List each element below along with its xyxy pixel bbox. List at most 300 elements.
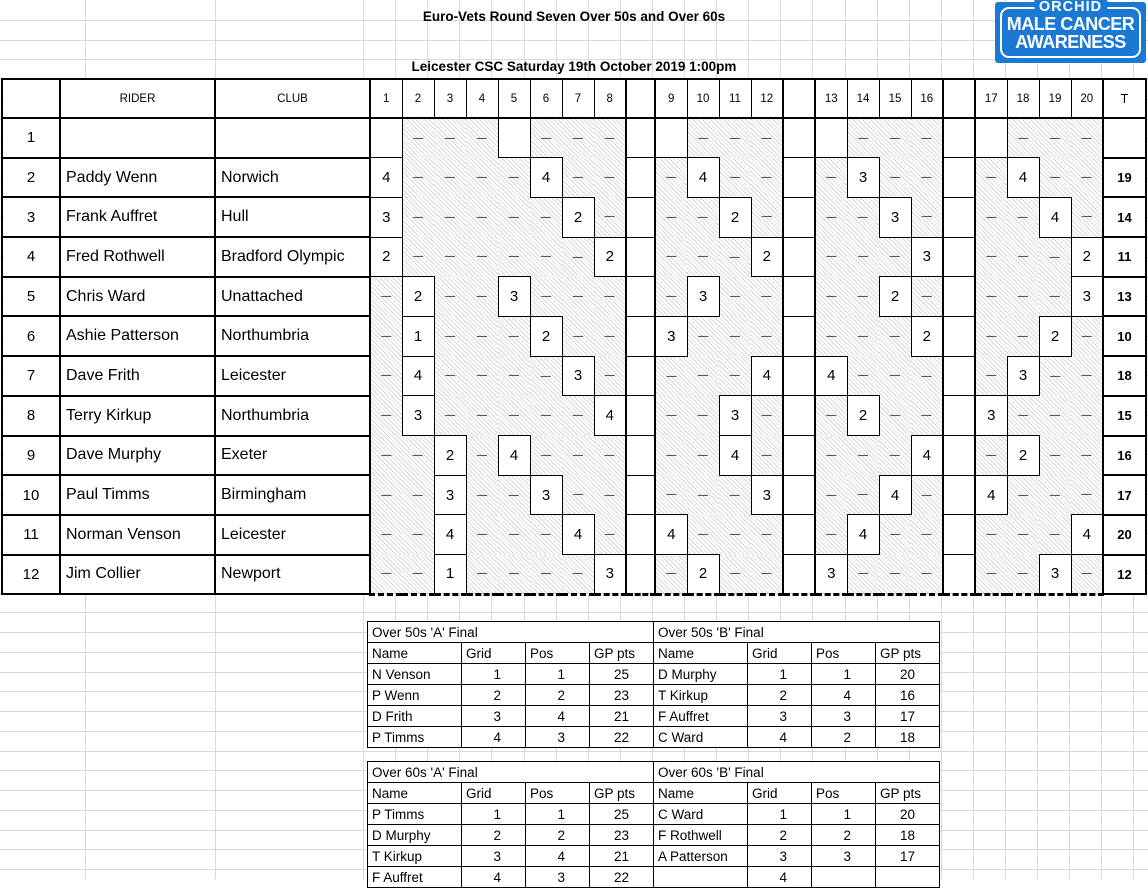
no-ride-cell: — xyxy=(1039,277,1071,317)
no-ride-cell: — xyxy=(466,515,498,555)
total-points-cell: 12 xyxy=(1103,555,1146,595)
no-ride-cell: — xyxy=(975,277,1007,317)
heat-score-cell: 4 xyxy=(847,515,879,555)
club-cell: Unattached xyxy=(215,277,370,317)
final-value-cell: 1 xyxy=(748,804,812,825)
final-header-cell: GP pts xyxy=(876,783,940,804)
heat-score-cell: 3 xyxy=(815,555,847,595)
final-title-cell: Over 60s 'A' Final xyxy=(368,762,654,783)
no-ride-cell: — xyxy=(370,396,402,436)
no-ride-cell: — xyxy=(498,316,530,356)
no-ride-cell: — xyxy=(498,197,530,237)
no-ride-cell: — xyxy=(655,237,687,277)
final-value-cell: 3 xyxy=(748,706,812,727)
rider-column-header: RIDER xyxy=(60,79,215,118)
heat-score-cell: 4 xyxy=(975,475,1007,515)
no-ride-cell: — xyxy=(1007,515,1039,555)
no-ride-cell: — xyxy=(655,396,687,436)
heat-score-cell: 3 xyxy=(975,396,1007,436)
final-title-cell: Over 50s 'A' Final xyxy=(368,622,654,643)
separator-cell xyxy=(943,277,975,317)
rider-row xyxy=(2,555,1146,595)
row-number-cell: 12 xyxy=(2,555,60,595)
row-number-cell: 9 xyxy=(2,436,60,476)
no-ride-cell: — xyxy=(687,197,719,237)
heat-score-cell: 4 xyxy=(402,356,434,396)
final-name-cell: D Murphy xyxy=(654,664,748,685)
final-header-cell: Name xyxy=(654,783,748,804)
no-ride-cell: — xyxy=(687,515,719,555)
no-ride-cell: — xyxy=(1071,118,1103,158)
separator-cell xyxy=(783,515,815,555)
no-ride-cell: — xyxy=(1071,475,1103,515)
final-value-cell: 3 xyxy=(462,706,526,727)
club-cell: Northumbria xyxy=(215,396,370,436)
no-ride-cell: — xyxy=(687,396,719,436)
no-ride-cell: — xyxy=(530,356,562,396)
final-value-cell: 2 xyxy=(748,685,812,706)
heat-header-cell: 15 xyxy=(879,79,911,118)
no-ride-cell: — xyxy=(975,197,1007,237)
no-ride-cell: — xyxy=(879,515,911,555)
separator-cell xyxy=(783,396,815,436)
rider-row xyxy=(2,436,1146,476)
final-value-cell: 17 xyxy=(876,846,940,867)
separator-cell xyxy=(626,515,655,555)
no-ride-cell: — xyxy=(402,436,434,476)
no-ride-cell: — xyxy=(847,197,879,237)
heat-score-cell: 4 xyxy=(719,436,751,476)
separator-cell xyxy=(626,316,655,356)
rider-name-cell: Terry Kirkup xyxy=(60,396,215,436)
no-ride-cell: — xyxy=(562,316,594,356)
corner-header-cell xyxy=(2,79,60,118)
no-ride-cell: — xyxy=(594,515,626,555)
heat-score-cell: 2 xyxy=(434,436,466,476)
no-ride-cell: — xyxy=(562,396,594,436)
no-ride-cell: — xyxy=(687,316,719,356)
heat-score-cell xyxy=(815,118,847,158)
no-ride-cell: — xyxy=(1039,515,1071,555)
no-ride-cell: — xyxy=(434,237,466,277)
club-column-header: CLUB xyxy=(215,79,370,118)
heat-score-cell: 3 xyxy=(434,475,466,515)
no-ride-cell: — xyxy=(498,356,530,396)
heat-score-cell: 3 xyxy=(751,475,783,515)
no-ride-cell: — xyxy=(1039,118,1071,158)
no-ride-cell: — xyxy=(434,277,466,317)
no-ride-cell: — xyxy=(751,396,783,436)
no-ride-cell: — xyxy=(751,277,783,317)
no-ride-cell: — xyxy=(466,356,498,396)
rider-row xyxy=(2,197,1146,237)
no-ride-cell: — xyxy=(751,316,783,356)
heat-header-cell: 3 xyxy=(434,79,466,118)
no-ride-cell: — xyxy=(815,277,847,317)
separator-cell xyxy=(783,475,815,515)
final-value-cell: 3 xyxy=(748,846,812,867)
separator-cell xyxy=(943,515,975,555)
no-ride-cell: — xyxy=(751,158,783,198)
no-ride-cell: — xyxy=(594,356,626,396)
heat-score-cell: 2 xyxy=(687,555,719,595)
event-title: Euro-Vets Round Seven Over 50s and Over 60s xyxy=(422,9,726,24)
final-value-cell: 20 xyxy=(876,804,940,825)
no-ride-cell: — xyxy=(370,515,402,555)
heat-header-cell: 13 xyxy=(815,79,847,118)
club-cell: Birmingham xyxy=(215,475,370,515)
final-name-cell: T Kirkup xyxy=(654,685,748,706)
no-ride-cell: — xyxy=(466,475,498,515)
final-name-cell: C Ward xyxy=(654,727,748,748)
no-ride-cell: — xyxy=(402,197,434,237)
no-ride-cell: — xyxy=(562,237,594,277)
final-value-cell: 22 xyxy=(590,727,654,748)
heat-score-cell: 4 xyxy=(498,436,530,476)
no-ride-cell: — xyxy=(1039,356,1071,396)
final-value-cell: 2 xyxy=(526,685,590,706)
rider-row xyxy=(2,515,1146,555)
no-ride-cell: — xyxy=(847,555,879,595)
no-ride-cell: — xyxy=(466,316,498,356)
heat-score-cell: 4 xyxy=(594,396,626,436)
no-ride-cell: — xyxy=(370,475,402,515)
gridline xyxy=(0,40,1148,41)
heat-score-cell: 3 xyxy=(402,396,434,436)
heat-header-cell: 4 xyxy=(466,79,498,118)
row-number-cell: 4 xyxy=(2,237,60,277)
no-ride-cell: — xyxy=(911,396,943,436)
heat-score-cell: 4 xyxy=(911,436,943,476)
no-ride-cell: — xyxy=(879,436,911,476)
rider-name-cell: Fred Rothwell xyxy=(60,237,215,277)
club-cell: Leicester xyxy=(215,515,370,555)
club-cell: Hull xyxy=(215,197,370,237)
no-ride-cell: — xyxy=(562,555,594,595)
no-ride-cell: — xyxy=(594,475,626,515)
no-ride-cell: — xyxy=(655,436,687,476)
separator-cell xyxy=(943,118,975,158)
no-ride-cell: — xyxy=(751,555,783,595)
final-name-cell: P Wenn xyxy=(368,685,462,706)
no-ride-cell: — xyxy=(655,277,687,317)
separator-cell xyxy=(626,436,655,476)
final-name-cell: C Ward xyxy=(654,804,748,825)
no-ride-cell: — xyxy=(1007,396,1039,436)
heat-score-cell: 1 xyxy=(402,316,434,356)
no-ride-cell: — xyxy=(879,158,911,198)
heat-score-cell: 4 xyxy=(1007,158,1039,198)
final-value-cell: 4 xyxy=(812,685,876,706)
final-title-cell: Over 50s 'B' Final xyxy=(654,622,940,643)
no-ride-cell: — xyxy=(530,118,562,158)
final-value-cell: 25 xyxy=(590,664,654,685)
heat-score-cell: 4 xyxy=(562,515,594,555)
no-ride-cell: — xyxy=(719,118,751,158)
heat-score-cell: 2 xyxy=(719,197,751,237)
final-header-cell: Name xyxy=(368,643,462,664)
final-value-cell: 4 xyxy=(526,846,590,867)
separator-cell xyxy=(626,356,655,396)
rider-row xyxy=(2,277,1146,317)
no-ride-cell: — xyxy=(1039,436,1071,476)
heat-results-table xyxy=(1,78,1147,596)
club-cell: Exeter xyxy=(215,436,370,476)
final-value-cell: 3 xyxy=(812,706,876,727)
no-ride-cell: — xyxy=(911,555,943,595)
separator-cell xyxy=(943,237,975,277)
no-ride-cell: — xyxy=(975,316,1007,356)
rider-name-cell: Ashie Patterson xyxy=(60,316,215,356)
no-ride-cell: — xyxy=(466,555,498,595)
rider-name-cell: Paddy Wenn xyxy=(60,158,215,198)
heat-score-cell: 3 xyxy=(1071,277,1103,317)
heat-header-cell: 5 xyxy=(498,79,530,118)
no-ride-cell: — xyxy=(498,158,530,198)
no-ride-cell: — xyxy=(847,277,879,317)
separator-header-cell xyxy=(783,79,815,118)
rider-name-cell: Jim Collier xyxy=(60,555,215,595)
heat-header-cell: 18 xyxy=(1007,79,1039,118)
total-points-cell: 17 xyxy=(1103,475,1146,515)
heat-header-cell: 2 xyxy=(402,79,434,118)
no-ride-cell: — xyxy=(466,396,498,436)
no-ride-cell: — xyxy=(530,277,562,317)
final-value-cell: 16 xyxy=(876,685,940,706)
total-points-cell: 13 xyxy=(1103,277,1146,317)
separator-cell xyxy=(943,316,975,356)
no-ride-cell: — xyxy=(530,555,562,595)
logo-orchid-text: ORCHID xyxy=(1034,0,1107,15)
no-ride-cell: — xyxy=(594,197,626,237)
no-ride-cell: — xyxy=(1007,475,1039,515)
heat-header-cell: 20 xyxy=(1071,79,1103,118)
no-ride-cell: — xyxy=(975,356,1007,396)
final-value-cell xyxy=(812,867,876,888)
row-number-cell: 10 xyxy=(2,475,60,515)
heat-score-cell xyxy=(370,118,402,158)
no-ride-cell: — xyxy=(751,515,783,555)
no-ride-cell: — xyxy=(1039,237,1071,277)
no-ride-cell: — xyxy=(530,197,562,237)
heat-score-cell: 4 xyxy=(687,158,719,198)
final-header-cell: Name xyxy=(654,643,748,664)
heat-score-cell: 2 xyxy=(751,237,783,277)
heat-score-cell: 3 xyxy=(687,277,719,317)
heat-score-cell: 3 xyxy=(1039,555,1071,595)
final-header-cell: Grid xyxy=(462,643,526,664)
final-value-cell: 3 xyxy=(462,846,526,867)
no-ride-cell: — xyxy=(847,475,879,515)
no-ride-cell: — xyxy=(1007,237,1039,277)
separator-cell xyxy=(626,158,655,198)
final-value-cell: 1 xyxy=(462,664,526,685)
separator-cell xyxy=(626,555,655,595)
no-ride-cell: — xyxy=(911,277,943,317)
no-ride-cell: — xyxy=(530,396,562,436)
no-ride-cell: — xyxy=(847,436,879,476)
no-ride-cell: — xyxy=(1007,197,1039,237)
heat-score-cell: 4 xyxy=(370,158,402,198)
no-ride-cell: — xyxy=(847,316,879,356)
no-ride-cell: — xyxy=(402,555,434,595)
club-cell xyxy=(215,118,370,158)
final-value-cell: 1 xyxy=(526,664,590,685)
final-value-cell: 17 xyxy=(876,706,940,727)
no-ride-cell: — xyxy=(847,118,879,158)
no-ride-cell: — xyxy=(879,396,911,436)
no-ride-cell: — xyxy=(719,356,751,396)
separator-cell xyxy=(783,158,815,198)
no-ride-cell: — xyxy=(687,475,719,515)
final-name-cell: N Venson xyxy=(368,664,462,685)
row-number-cell: 7 xyxy=(2,356,60,396)
final-value-cell: 2 xyxy=(526,825,590,846)
heat-score-cell: 4 xyxy=(879,475,911,515)
separator-cell xyxy=(626,277,655,317)
final-value-cell: 1 xyxy=(812,664,876,685)
total-points-cell: 19 xyxy=(1103,158,1146,198)
rider-row xyxy=(2,158,1146,198)
no-ride-cell: — xyxy=(498,515,530,555)
no-ride-cell: — xyxy=(370,356,402,396)
final-header-cell: GP pts xyxy=(590,643,654,664)
no-ride-cell: — xyxy=(466,237,498,277)
final-name-cell: D Frith xyxy=(368,706,462,727)
no-ride-cell: — xyxy=(402,237,434,277)
final-name-cell: T Kirkup xyxy=(368,846,462,867)
heat-score-cell: 3 xyxy=(879,197,911,237)
no-ride-cell: — xyxy=(434,118,466,158)
no-ride-cell: — xyxy=(530,515,562,555)
no-ride-cell: — xyxy=(466,436,498,476)
heat-score-cell: 4 xyxy=(815,356,847,396)
rider-row xyxy=(2,396,1146,436)
separator-cell xyxy=(626,237,655,277)
no-ride-cell: — xyxy=(1039,396,1071,436)
separator-cell xyxy=(943,555,975,595)
heat-header-cell: 1 xyxy=(370,79,402,118)
no-ride-cell: — xyxy=(687,237,719,277)
no-ride-cell: — xyxy=(975,436,1007,476)
separator-cell xyxy=(783,555,815,595)
no-ride-cell: — xyxy=(975,237,1007,277)
final-value-cell: 1 xyxy=(526,804,590,825)
no-ride-cell: — xyxy=(562,277,594,317)
no-ride-cell: — xyxy=(1071,316,1103,356)
no-ride-cell: — xyxy=(1007,316,1039,356)
separator-cell xyxy=(626,475,655,515)
heat-score-cell: 3 xyxy=(911,237,943,277)
rider-row xyxy=(2,475,1146,515)
heat-header-cell: 14 xyxy=(847,79,879,118)
final-header-cell: Pos xyxy=(526,643,590,664)
club-cell: Bradford Olympic xyxy=(215,237,370,277)
final-header-cell: Name xyxy=(368,783,462,804)
no-ride-cell: — xyxy=(530,237,562,277)
heat-score-cell: 4 xyxy=(655,515,687,555)
final-value-cell: 23 xyxy=(590,685,654,706)
no-ride-cell: — xyxy=(466,118,498,158)
heat-header-cell: 8 xyxy=(594,79,626,118)
separator-cell xyxy=(783,356,815,396)
separator-cell xyxy=(943,197,975,237)
separator-cell xyxy=(783,316,815,356)
final-value-cell: 4 xyxy=(526,706,590,727)
no-ride-cell: — xyxy=(879,316,911,356)
no-ride-cell: — xyxy=(911,197,943,237)
separator-cell xyxy=(626,396,655,436)
no-ride-cell: — xyxy=(911,356,943,396)
no-ride-cell: — xyxy=(655,475,687,515)
final-header-cell: Grid xyxy=(748,783,812,804)
club-cell: Norwich xyxy=(215,158,370,198)
final-value-cell: 2 xyxy=(748,825,812,846)
no-ride-cell: — xyxy=(562,436,594,476)
heat-score-cell: 2 xyxy=(594,237,626,277)
heat-header-cell: 6 xyxy=(530,79,562,118)
no-ride-cell: — xyxy=(719,475,751,515)
no-ride-cell: — xyxy=(911,515,943,555)
no-ride-cell: — xyxy=(594,436,626,476)
row-number-cell: 6 xyxy=(2,316,60,356)
finals-group-over-50s xyxy=(367,621,940,748)
final-value-cell: 1 xyxy=(748,664,812,685)
heat-score-cell: 4 xyxy=(434,515,466,555)
separator-cell xyxy=(783,237,815,277)
logo-awareness-text: AWARENESS xyxy=(1015,32,1126,52)
final-value-cell: 20 xyxy=(876,664,940,685)
heat-score-cell: 2 xyxy=(370,237,402,277)
final-value-cell: 21 xyxy=(590,706,654,727)
no-ride-cell: — xyxy=(719,316,751,356)
no-ride-cell: — xyxy=(594,277,626,317)
final-value-cell: 21 xyxy=(590,846,654,867)
no-ride-cell: — xyxy=(1007,555,1039,595)
no-ride-cell: — xyxy=(594,118,626,158)
rider-name-cell xyxy=(60,118,215,158)
no-ride-cell: — xyxy=(434,158,466,198)
heat-score-cell: 2 xyxy=(1071,237,1103,277)
no-ride-cell: — xyxy=(402,515,434,555)
no-ride-cell: — xyxy=(1007,118,1039,158)
no-ride-cell: — xyxy=(562,475,594,515)
heat-score-cell: 3 xyxy=(594,555,626,595)
rider-name-cell: Norman Venson xyxy=(60,515,215,555)
heat-score-cell: 4 xyxy=(1039,197,1071,237)
no-ride-cell: — xyxy=(434,356,466,396)
heat-header-cell: 7 xyxy=(562,79,594,118)
separator-header-cell xyxy=(626,79,655,118)
no-ride-cell: — xyxy=(1071,396,1103,436)
row-number-cell: 3 xyxy=(2,197,60,237)
row-number-cell: 2 xyxy=(2,158,60,198)
no-ride-cell: — xyxy=(655,555,687,595)
no-ride-cell: — xyxy=(815,515,847,555)
no-ride-cell: — xyxy=(879,356,911,396)
no-ride-cell: — xyxy=(498,237,530,277)
no-ride-cell: — xyxy=(687,436,719,476)
no-ride-cell: — xyxy=(1071,436,1103,476)
no-ride-cell: — xyxy=(370,555,402,595)
heat-score-cell: 2 xyxy=(562,197,594,237)
no-ride-cell: — xyxy=(562,118,594,158)
heat-score-cell: 3 xyxy=(655,316,687,356)
venue-date-subtitle: Leicester CSC Saturday 19th October 2019 1:00pm xyxy=(411,59,737,74)
final-value-cell: 2 xyxy=(812,825,876,846)
no-ride-cell: — xyxy=(879,555,911,595)
final-name-cell: F Auffret xyxy=(654,706,748,727)
